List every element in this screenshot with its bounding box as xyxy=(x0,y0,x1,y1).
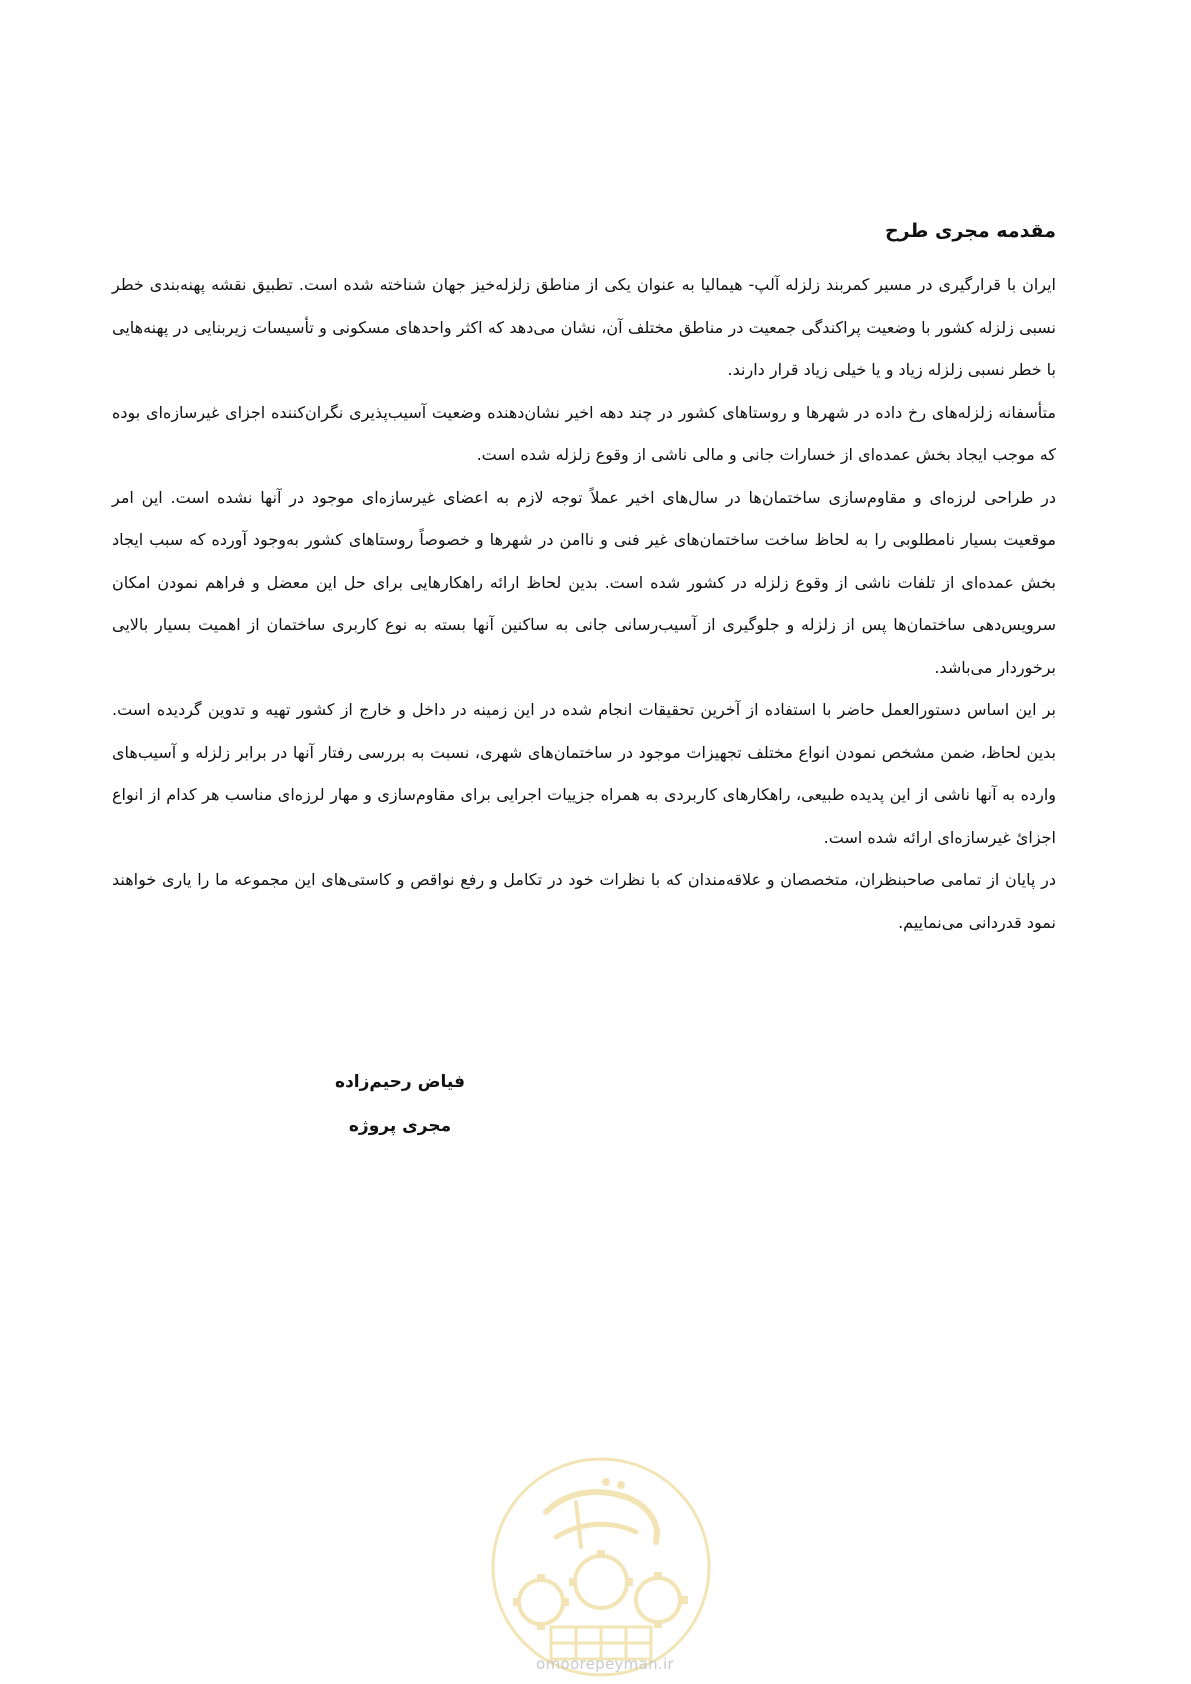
paragraph: بر این اساس دستورالعمل حاضر با استفاده از آخرین تحقیقات انجام شده در این زمینه در داخل و خارج از کشور تهیه و تدوین گردیده است. بدین لحاظ، ضمن مشخص نمودن انواع مختلف تجهیزات موجود در ساختمان‌های شهری، نسبت به بررسی رفتار آنها در برابر زلزله و آسیب‌های وارده به آنها ناشی از این پدیده طبیعی، راهکارهای کاربردی به همراه جزییات اجرایی برای مقاوم‌سازی و مهار لرزه‌ای مناسب هر کدام از انواع اجزائ غیرسازه‌ای ارائه شده است. xyxy=(112,700,1056,847)
watermark-url: omoorepeyman.ir xyxy=(536,1655,674,1673)
section-heading: مقدمه مجری طرح xyxy=(884,220,1056,242)
paragraph: در طراحی لرزه‌ای و مقاوم‌سازی ساختمان‌ها در سال‌های اخیر عملاً توجه لازم به اعضای غیرسازه‌ای موجود در آنها نشده است. این امر موقعیت بسیار نامطلوبی را به لحاظ ساخت ساختمان‌های غیر فنی و ناامن در شهرها و خصوصاً روستاهای کشور به‌وجود آورده که سبب ایجاد بخش عمده‌ای از تلفات ناشی از وقوع زلزله در کشور شده است. بدین لحاظ ارائه راهکارهایی برای حل این معضل و فراهم نمودن امکان سرویس‌دهی ساختمان‌ها پس از زلزله و جلوگیری از آسیب‌رسانی جانی به ساکنین آنها بسته به نوع کاربری ساختمان از اهمیت بسیار بالایی برخوردار می‌باشد. xyxy=(112,487,1056,677)
signatory-role: مجری پروژه xyxy=(348,1116,452,1136)
paragraph: متأسفانه زلزله‌های رخ داده در شهرها و روستاهای کشور در چند دهه اخیر نشان‌دهنده وضعیت آسیب‌پذیری نگران‌کننده اجزای غیرسازه‌ای بوده که موجب ایجاد بخش عمده‌ای از خسارات جانی و مالی ناشی از وقوع زلزله شده است. xyxy=(112,402,1056,464)
signature-block xyxy=(250,1060,550,1148)
signatory-name: فیاض رحیم‌زاده xyxy=(335,1072,465,1092)
paragraph: در پایان از تمامی صاحبنظران، متخصصان و علاقه‌مندان که با نظرات خود در تکامل و رفع نواقص و کاستی‌های این مجموعه ما را یاری خواهند نمود قدردانی می‌نماییم. xyxy=(112,870,1056,932)
paragraph: ایران با قرارگیری در مسیر کمربند زلزله آلپ- هیمالیا به عنوان یکی از مناطق زلزله‌خیز جهان شناخته شده است. تطبیق نقشه پهنه‌بندی خطر نسبی زلزله کشور با وضعیت پراکندگی جمعیت در مناطق مختلف آن، نشان می‌دهد که اکثر واحدهای مسکونی و تأسیسات زیربنایی در پهنه‌هایی با خطر نسبی زلزله زیاد و یا خیلی زیاد قرار دارند. xyxy=(112,275,1056,379)
watermark-logo-icon xyxy=(486,1452,716,1682)
document-body xyxy=(112,218,1056,944)
